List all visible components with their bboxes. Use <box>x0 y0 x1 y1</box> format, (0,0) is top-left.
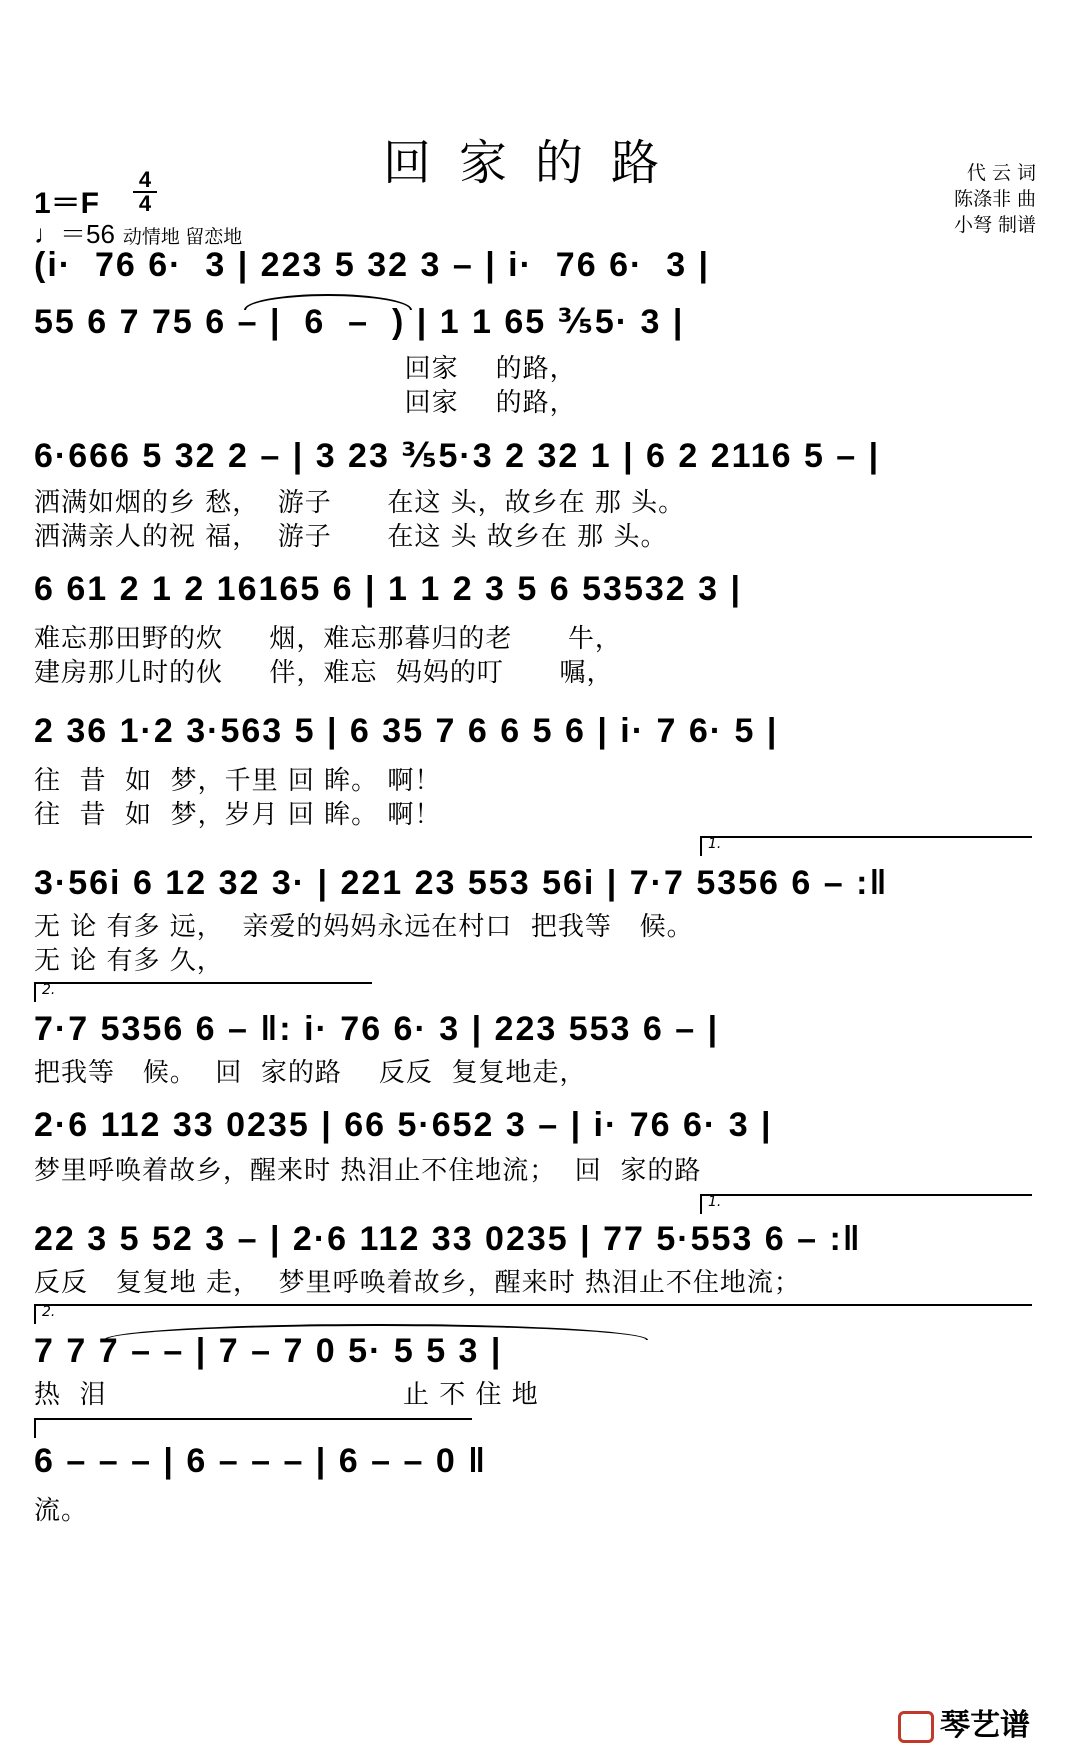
score-system-3 <box>34 434 1038 480</box>
notation-line: 22 3 5 52 3 – | 2·6 112 33 0235 | 77 5·553 6 – :‖ <box>34 1220 862 1258</box>
volta-label: 2. <box>42 1304 56 1320</box>
volta-bracket-1 <box>700 836 1032 856</box>
notation-line: (i· 76 6· 3 | 223 5 32 3 – | i· 76 6· 3 | <box>34 246 711 284</box>
credits <box>954 160 1036 238</box>
lyric-line-1: 反反 复复地 走， 梦里呼唤着故乡，醒来时 热泪止不住地流； <box>34 1268 801 1298</box>
volta-label: 1. <box>708 1194 722 1210</box>
credit-transcriber: 小弩 制谱 <box>953 214 1036 236</box>
score-system-8 <box>34 1104 1038 1150</box>
notation-line: 2·6 112 33 0235 | 66 5·652 3 – | i· 76 6· 3 | <box>34 1106 773 1144</box>
lyric-line-1: 难忘那田野的炊 烟，难忘那暮归的老 牛， <box>34 624 622 654</box>
lyric-line-1: 热 泪 止 不 住 地 <box>34 1380 539 1410</box>
volta-bracket-2 <box>34 982 372 1002</box>
logo-icon <box>898 1711 934 1743</box>
lyric-line-2: 建房那儿时的伙 伴，难忘 妈妈的叮 嘱， <box>34 658 614 688</box>
score-system-7 <box>34 1008 1038 1054</box>
notation-line: 6 61 2 1 2 16165 6 | 1 1 2 3 5 6 53532 3 | <box>34 570 742 608</box>
notation-line: 2 36 1·2 3·563 5 | 6 35 7 6 6 5 6 | i· 7 6· 5 | <box>34 712 779 750</box>
time-signature <box>133 167 157 216</box>
lyric-line-1: 流。 <box>34 1496 89 1526</box>
volta-label: 2. <box>42 982 56 998</box>
volta-label: 1. <box>708 836 722 852</box>
score-system-11 <box>34 1440 1038 1486</box>
lyric-line-1: 往 昔 如 梦，千里 回 眸。 啊！ <box>34 766 442 796</box>
score-system-9 <box>34 1218 1038 1264</box>
credit-lyricist: 代 云 词 <box>966 162 1036 184</box>
brand-logo <box>898 1700 1030 1744</box>
lyric-line-1: 无 论 有多 远， 亲爱的妈妈永远在村口 把我等 候。 <box>34 912 694 942</box>
score-system-4 <box>34 568 1038 614</box>
time-signature-bottom: 4 <box>138 191 152 216</box>
volta-bracket-3 <box>700 1194 1032 1214</box>
time-signature-top: 4 <box>138 167 152 192</box>
song-title: 回家的路 <box>382 135 687 191</box>
score-system-2 <box>34 300 1038 346</box>
lyric-line-1: 梦里呼唤着故乡，醒来时 热泪止不住地流； 回 家的路 <box>34 1156 702 1186</box>
score-system-1 <box>34 244 1038 290</box>
lyric-line-2: 回家 的路， <box>34 388 577 418</box>
mood-marking: 动情地 留恋地 <box>122 227 243 248</box>
notation-line: 55 6 7 75 6 – | 6 – ) | 1 1 65 ⅗5· 3 | <box>34 303 685 341</box>
score-system-10 <box>34 1330 1038 1376</box>
score-system-5 <box>34 710 1038 756</box>
logo-text: 琴艺谱 <box>940 1708 1030 1743</box>
notation-line: 6·666 5 32 2 – | 3 23 ⅗5·3 2 32 1 | 6 2 2116 5 – | <box>34 437 881 475</box>
lyric-line-2: 洒满亲人的祝 福， 游子 在这 头 故乡在 那 头。 <box>34 522 668 552</box>
key-signature: 1＝F <box>34 187 100 220</box>
lyric-line-1: 洒满如烟的乡 愁， 游子 在这 头，故乡在 那 头。 <box>34 488 686 518</box>
notation-line: 7 7 7 – – | 7 – 7 0 5· 5 5 3 | <box>34 1332 503 1370</box>
lyric-line-2: 无 论 有多 久， <box>34 946 224 976</box>
credit-composer: 陈涤非 曲 <box>953 188 1036 210</box>
volta-bracket-4 <box>34 1304 1032 1324</box>
ending-bracket <box>34 1418 472 1438</box>
score-system-6 <box>34 862 1038 908</box>
notation-line: 3·56i 6 12 32 3· | 221 23 553 56i | 7·7 5356 6 – :‖ <box>34 864 889 902</box>
lyric-line-1: 回家 的路， <box>34 354 577 384</box>
notation-line: 7·7 5356 6 – ‖: i· 76 6· 3 | 223 553 6 – | <box>34 1010 720 1048</box>
lyric-line-2: 往 昔 如 梦，岁月 回 眸。 啊！ <box>34 800 442 830</box>
notation-line: 6 – – – | 6 – – – | 6 – – 0 ‖ <box>34 1442 488 1480</box>
tempo-value: ♩＝56 <box>34 219 115 249</box>
lyric-line-1: 把我等 候。 回 家的路 反反 复复地走， <box>34 1058 587 1088</box>
